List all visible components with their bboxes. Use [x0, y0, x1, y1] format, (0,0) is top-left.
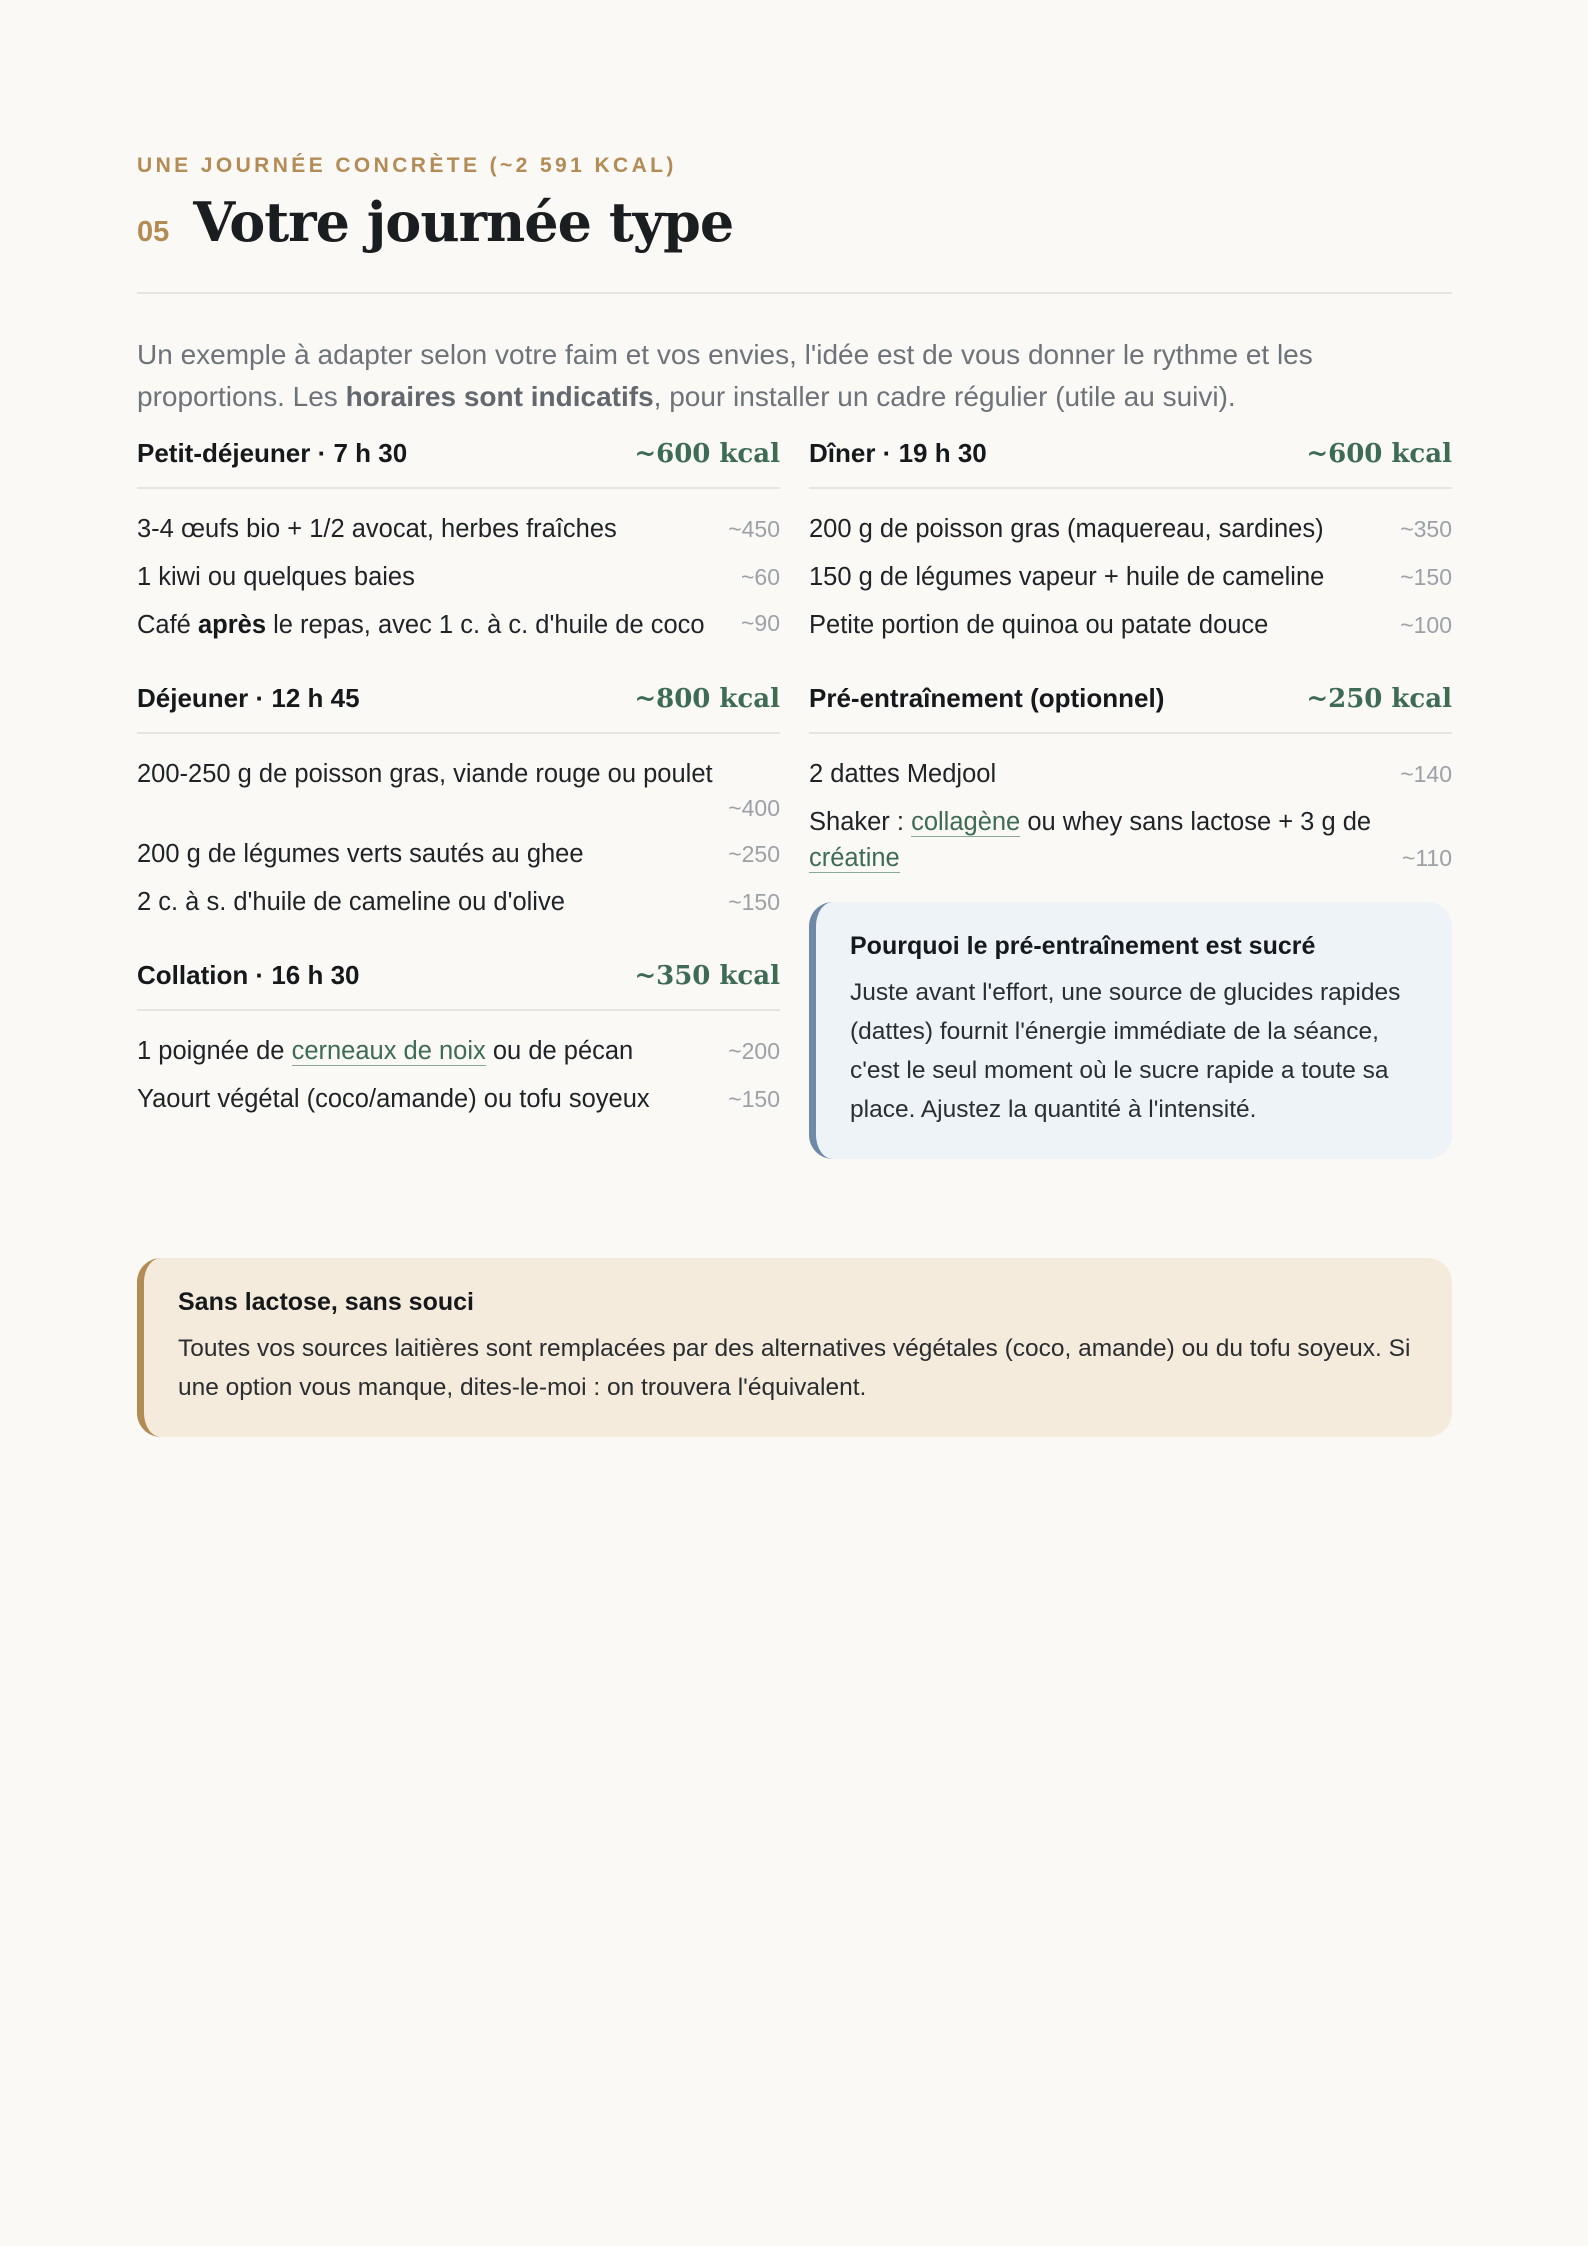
item-text: Yaourt végétal (coco/amande) ou tofu soyeux — [137, 1085, 650, 1113]
meal-header — [809, 683, 1452, 734]
item-text: 2 c. à s. d'huile de cameline ou d'olive — [137, 888, 565, 916]
item-kcal: ~400 — [728, 795, 780, 821]
item-text: 200 g de légumes verts sautés au ghee — [137, 840, 584, 868]
right-column — [809, 438, 1452, 1159]
item-text-mid: ou whey sans lactose + 3 g de — [1020, 808, 1372, 836]
meal-name: Petit-déjeuner · 7 h 30 — [137, 438, 408, 468]
meal-kcal: ~800 kcal — [634, 684, 780, 714]
list-item — [137, 836, 780, 872]
meal-kcal: ~350 kcal — [634, 961, 780, 991]
item-text: 1 kiwi ou quelques baies — [137, 563, 415, 591]
glossary-link-walnuts[interactable]: cerneaux de noix — [291, 1037, 486, 1065]
meal-name: Dîner · 19 h 30 — [809, 438, 987, 468]
glossary-link-creatine[interactable]: créatine — [809, 844, 900, 872]
item-kcal: ~60 — [740, 564, 780, 590]
meal-dinner — [809, 438, 1452, 643]
intro-paragraph — [137, 334, 1452, 418]
item-text-post: le repas, avec 1 c. à c. d'huile de coco — [266, 611, 705, 639]
meal-header — [809, 438, 1452, 489]
item-kcal: ~150 — [728, 1086, 780, 1112]
item-text: 200 g de poisson gras (maquereau, sardines) — [809, 515, 1324, 543]
list-item — [137, 756, 780, 824]
list-item — [137, 607, 780, 643]
list-item — [137, 559, 780, 595]
item-text — [137, 607, 705, 643]
section-eyebrow: UNE JOURNÉE CONCRÈTE (~2 591 KCAL) — [137, 154, 677, 177]
item-text-bold: après — [197, 611, 266, 639]
item-kcal: ~110 — [1401, 845, 1452, 871]
list-item — [809, 804, 1452, 876]
preworkout-callout — [809, 902, 1452, 1159]
item-kcal: ~100 — [1400, 612, 1452, 638]
item-text: 150 g de légumes vapeur + huile de cameline — [809, 563, 1325, 591]
item-kcal: ~90 — [740, 610, 780, 636]
list-item — [137, 1081, 780, 1117]
item-kcal: ~140 — [1400, 761, 1452, 787]
glossary-link-collagen[interactable]: collagène — [911, 808, 1021, 836]
intro-bold: horaires sont indicatifs — [345, 381, 654, 412]
item-kcal: ~150 — [728, 889, 780, 915]
item-text-pre: 1 poignée de — [137, 1037, 292, 1065]
item-text-pre: Café — [137, 611, 198, 639]
meal-preworkout — [809, 683, 1452, 876]
item-kcal: ~250 — [728, 841, 780, 867]
list-item — [809, 511, 1452, 547]
meal-lunch — [137, 683, 780, 920]
meal-header — [137, 960, 780, 1011]
meal-kcal: ~250 kcal — [1306, 684, 1452, 714]
item-kcal: ~200 — [728, 1038, 780, 1064]
intro-text-end: , pour installer un cadre régulier (utile au suivi). — [653, 381, 1236, 412]
item-kcal: ~150 — [1400, 564, 1452, 590]
item-text: 2 dattes Medjool — [809, 760, 997, 788]
item-text — [809, 804, 1386, 876]
callout-body: Toutes vos sources laitières sont remplacées par des alternatives végétales (coco, amande) ou du tofu soyeux. Si une option vous manque, dites-le-moi : on trouvera l'équivalent. — [178, 1335, 1411, 1401]
meal-header — [137, 438, 780, 489]
item-kcal: ~350 — [1400, 516, 1452, 542]
meal-breakfast — [137, 438, 780, 643]
left-column — [137, 438, 780, 1157]
section-number: 05 — [137, 216, 170, 248]
meal-snack — [137, 960, 780, 1117]
item-text: 200-250 g de poisson gras, viande rouge ou poulet — [137, 760, 713, 788]
list-item — [809, 559, 1452, 595]
title-divider — [137, 292, 1452, 294]
item-text — [137, 1033, 633, 1069]
list-item — [137, 884, 780, 920]
list-item — [809, 607, 1452, 643]
meal-kcal: ~600 kcal — [634, 439, 780, 469]
item-text-post: ou de pécan — [485, 1037, 634, 1065]
meal-header — [137, 683, 780, 734]
meal-name: Déjeuner · 12 h 45 — [137, 683, 360, 713]
item-text: Petite portion de quinoa ou patate douce — [809, 611, 1269, 639]
item-text: 3-4 œufs bio + 1/2 avocat, herbes fraîches — [137, 515, 617, 543]
intro-text-start: Un exemple à adapter selon votre faim et vos envies, l'idée est de vous donner le rythme et les proportions. Les — [137, 339, 1313, 412]
meal-name: Collation · 16 h 30 — [137, 960, 360, 990]
list-item — [809, 756, 1452, 792]
callout-body: Juste avant l'effort, une source de glucides rapides (dattes) fournit l'énergie immédiate de la séance, c'est le seul moment où le sucre rapide a toute sa place. Ajustez la quantité à l'intensité. — [850, 979, 1401, 1123]
item-text-pre: Shaker : — [809, 808, 912, 836]
page-title: Votre journée type — [193, 190, 734, 254]
meal-kcal: ~600 kcal — [1306, 439, 1452, 469]
meal-name: Pré-entraînement (optionnel) — [809, 683, 1165, 713]
callout-title: Sans lactose, sans souci — [178, 1288, 474, 1316]
list-item — [137, 1033, 780, 1069]
lactose-callout — [137, 1258, 1452, 1437]
title-row — [137, 190, 733, 254]
item-kcal: ~450 — [728, 516, 780, 542]
list-item — [137, 511, 780, 547]
callout-title: Pourquoi le pré-entraînement est sucré — [850, 932, 1316, 960]
